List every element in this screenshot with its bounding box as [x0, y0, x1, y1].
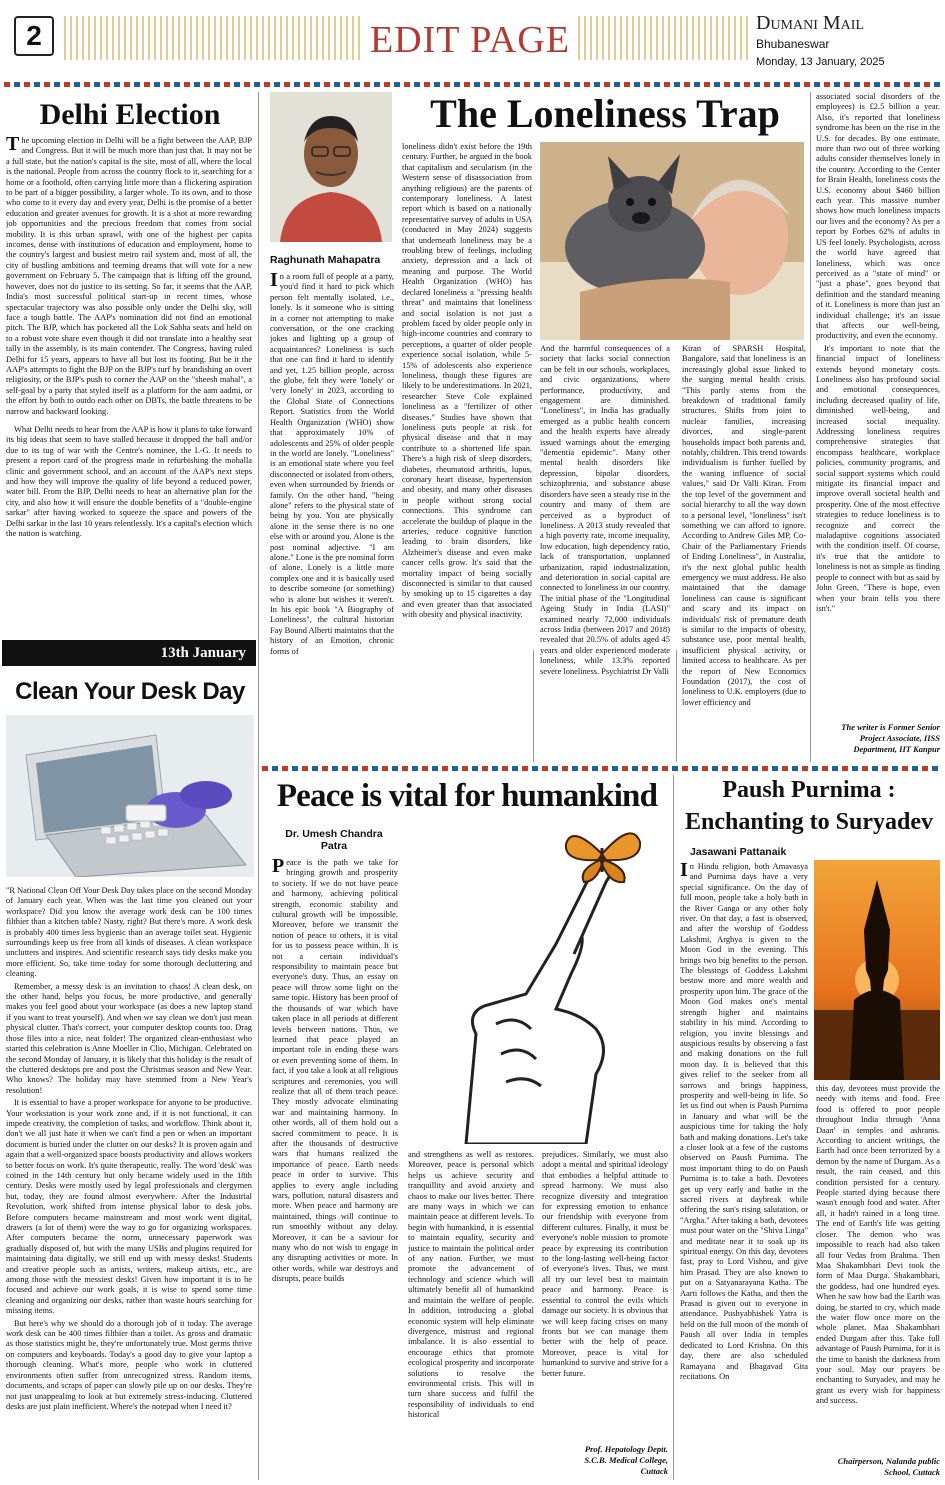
- peace-col-1: [272, 858, 398, 1478]
- masthead-rule-right: [578, 16, 748, 60]
- peace-paragraph: prejudices. Similarly, we must also adopt a mental and spiritual ideology that embodies a helpful attitude to spread harmony. We must also recognize diversity and integration for expressing emotion to enhance our friendship with everyone from different cultures. Finally, it must be everyone's noble mission to promote peace by expressing its contribution to the long-lasting well-being factor of everyone's lives. Thus, we must all try our level best to maintain peace and harmony. Peace is essential to control the evils which damage our society. It is obvious that we will keep facing crises on many fronts but we can manage them better with the help of peace. Moreover, peace is vital for humankind to survive and strive for a better future.: [542, 1150, 668, 1378]
- loneliness-paragraph: It's important to note that the financial impact of loneliness extends beyond monetary costs. Loneliness also has profound social and emotional consequences, including decreased quality of life, diminished well-being, and increased social inequality. Addressing loneliness requires comprehensive strategies that encompass healthcare, workplace policies, community programs, and social support systems which could mitigate its financial impact and improve overall societal health and prosperity. One of the most effective strategies to reduce loneliness is to recognize and correct the maladaptive cognitions associated with the condition itself. Of course, it's true that the antidote to loneliness is not as simple as finding people to connect with but as said by John Green, "There is hope, even when your brain tells you there isn't.": [816, 343, 940, 613]
- desk-photo: [6, 715, 254, 877]
- credit-line: S.C.B. Medical College,: [584, 1455, 668, 1465]
- delhi-headline: Delhi Election: [39, 98, 221, 131]
- loneliness-col-5: [816, 92, 940, 692]
- credit-line: Prof. Hepatology Deptt.: [584, 1444, 668, 1454]
- peace-headline: Peace is vital for humankind: [276, 778, 658, 814]
- loneliness-author: Raghunath Mahapatra: [270, 254, 381, 266]
- paush-headline-line: Enchanting to Suryadev: [684, 809, 934, 835]
- masthead-rule-left: [64, 16, 364, 60]
- loneliness-col-1: [270, 272, 394, 756]
- hand-butterfly-illustration: [406, 824, 670, 1144]
- paush-headline-line: Paush Purnima :: [722, 777, 896, 803]
- desk-paragraph: But here's why we should do a thorough job of it today. The average work desk can be 400 times filthier than a toilet. As gross and dramatic as those statistics might be, they're unfortunately true. Most germs thrive on computers and keyboards. Today's a good day to give your laptop a thorough cleaning. What's more, people who work in cluttered environments often suffer from unrecognized stress. Random items, documents, and scraps of paper can slowly pile up on our desks. They're not just unappealing to look at but extremely stress-inducing. Cluttered desks are just plain inefficient. Where's the notepad when I need it?: [6, 1318, 252, 1411]
- desk-headline: Clean Your Desk Day: [15, 678, 245, 705]
- loneliness-headline: The Loneliness Trap: [430, 91, 780, 136]
- section-title: EDIT PAGE: [369, 19, 571, 61]
- prayer-silhouette-photo: [814, 860, 940, 1080]
- peace-paragraph: Peace is the path we take for bringing growth and prosperity to society. If we do not have peace and harmony, achieving political strength, economic stability and cultural growth will be impossible. Moreover, before we transmit the notion of peace to others, it is vital for us to possess peace within. It is not a certain individual's responsibility to maintain peace but everyone's duty. Thus, an essay on peace will throw some light on the same topic. History has been proof of the thousands of war which have taken place in all periods at different levels between nations. Thus, we learned that peace played an important role in ending these wars or even preventing some of them. In fact, if you take a look at all religious scriptures and ceremonies, you will realize that all of them teach peace. They mostly advocate eliminating war and maintaining harmony. In other words, all of them hold out a sacred commitment to peace. It is after the thousands of destructive wars that humans realized the importance of peace. Earth needs peace in order to survive. This applies to every angle including wars, pollution, natural disasters and more. When peace and harmony are maintained, things will continue to run smoothly without any delay. Moreover, it can be a saviour for many who do not wish to engage in any disrupting activities or more. In other words, while war destroys and disrupts, peace builds: [272, 858, 398, 1284]
- peace-col-2: [408, 1150, 534, 1478]
- paper-name: Dumani Mail: [756, 12, 864, 34]
- credit-line: Chairperson, Nalanda public: [837, 1456, 940, 1466]
- page-number-box: [14, 16, 54, 56]
- loneliness-credit: [816, 722, 940, 755]
- column-rule: [533, 650, 534, 762]
- peace-credit: [542, 1444, 668, 1477]
- credit-line: Department, IIT Kanpur: [853, 744, 940, 754]
- loneliness-photo: [540, 142, 804, 340]
- credit-line: Project Associate, IISS: [859, 733, 940, 743]
- paush-credit: [816, 1456, 940, 1478]
- column-rule: [673, 775, 674, 1480]
- peace-author: [272, 828, 396, 852]
- delhi-article: [6, 136, 252, 632]
- loneliness-col-4: [682, 344, 806, 756]
- loneliness-paragraph: loneliness didn't exist before the 19th century. Further, he argued in the book that capitalism and secularism (in the Western sense of disassociation from anything religious) are the parents of contemporary loneliness. A latest report which is based on a nationally representative survey of adults in USA (conducted in May 2024) suggests that underneath loneliness may be a troubling brew of feelings, including anxiety, depression and a lack of meaning and purpose. The World Health Organization (WHO) has declared loneliness a "pressing health threat" and maintains that loneliness and social isolation is not just a problem faced by older people only in high-income countries and contrary to perceptions, a quarter of older people experience social isolation, while 5-15% of adolescents also experience loneliness, though these figures are likely to be underestimations. In 2021, researcher Steve Cole explained loneliness as a "fertilizer of other diseases." Studies have shown that loneliness puts people at risk for physical disease and that it may contribute to a shortened life span. There's a high risk of sleep disorders, diabetes, rheumatoid arthritis, lupus, coronary heart disease, hypertension and obesity, and many other diseases in people without strong social connections. This syndrome can accelerate the buildup of plaque in the arteries, reduce cognitive function leading to brain disorders, like Alzheimer's disease and even make cancer cells grow. It's said that the mortality impact of being socially disconnected is similar to that caused by smoking up to 15 cigarettes a day and even greater than that associated with obesity and physical inactivity.: [402, 142, 532, 620]
- paush-photo: [814, 860, 940, 1080]
- issue-date: Monday, 13 January, 2025: [756, 56, 885, 68]
- desk-paragraph: "R National Clean Off Your Desk Day takes place on the second Monday of January each year. When was the last time you cleaned out your workspace? Did you know the average work desk can be 100 times filthier than a kitchen table? Nasty, right? But there's more. A work desk is probably 400 times less hygienic than an average toilet seat. Hygienic surroundings keep us free from all kinds of diseases. A clean workspace unclutters and inspires. And scientific research says tidy desks make you more efficient. So, take time today for some thorough decluttering and cleaning.: [6, 886, 252, 979]
- peace-author-line: Patra: [320, 840, 348, 852]
- paush-col-2: [816, 1084, 940, 1434]
- paush-author: Jasawani Pattanaik: [690, 846, 787, 858]
- paush-paragraph: this day, devotees must provide the needy with items and food. Free food is offered to poor people throughout India through 'Anna Daan' in temples and ashrams. According to ancient writings, the Earth had once been terrorized by a demon by the name of Durgam. As a result, the rain ceased, and this condition persisted for a century. People started dying because there wasn't enough food and water. After all, it hadn't rained in a long time. The end of Earth's life was getting closer. The demon who was impossible to reach had also taken all four Vedas from Brahma. Then Maa Shakambhari Devi took the form of Maa Durga. Shakambhari, the goddess, had one hundred eyes. When he saw how bad the Earth was doing, he started to cry, which made the water flow once more on the whole planet. Maa Shakambhari ended Durgam after this. Take full advantage of Paush Purnima, for it is the time to banish the darkness from your soul. May our prayers be enchanting to Suryadev, and may he grant us every wish for happiness and success.: [816, 1084, 940, 1406]
- author-portrait: [270, 92, 392, 242]
- peace-illustration: [406, 824, 670, 1144]
- column-rule: [258, 92, 259, 1480]
- date-banner-label: 13th January: [160, 645, 246, 661]
- laptop-cleaning-illustration: [6, 715, 254, 877]
- paush-col-1: [680, 862, 808, 1478]
- author-photo: [270, 92, 392, 242]
- page-number: 2: [26, 20, 42, 51]
- paush-headline: [678, 774, 940, 838]
- city: Bhubaneswar: [756, 37, 830, 51]
- section-divider: [262, 766, 940, 771]
- man-with-dog-photo: [540, 142, 804, 340]
- date-banner: [2, 640, 256, 666]
- column-rule: [810, 92, 811, 762]
- loneliness-paragraph: Kiran of SPARSH Hospital, Bangalore, said that loneliness is an increasingly global issue linked to the surging mental health crisis. "This partly stems from the breakdown of traditional family structures. Shifts from joint to nuclear families, increasing divorces, and single-parent households impact both parents and, notably, children. This trend towards individualism is further fuelled by the waning influence of social values," said Dr Valli Kiran. From the top level of the government and social hierarchy to all the way down to a personal level, "loneliness" isn't something we can afford to ignore. According to Andrew Giles MP, Co-Chair of the Parliamentary Friends of Ending Loneliness", in Australia, it's the next global public health emergency we must address. He also maintained that the damage loneliness can cause is significant and scary and its impact on individuals' risk of premature death is similar to the impacts of obesity, substance use, poor mental health, insufficient physical activity, or limited access to healthcare. As per the report of New Economics Foundation (2017), the cost of loneliness to U.K. employers (due to lower efficiency and: [682, 344, 806, 707]
- delhi-paragraph: What Delhi needs to hear from the AAP is how it plans to take forward its big ideas that seem to have stalled because it dropped the ball and/or due to its tug of war with the Centre's nominee, the L-G. It needs to present a report card of the progress made in refurbishing the mohalla clinic and government school, and an account of the AAP's next steps and how they will improve the quality of life beyond a reduced power, water bill. From the BJP, Delhi needs to hear an alternative plan for the city, and also how it will ensure the double benefits of a "double-engine sarkar" after having worked to squeeze the space and powers of the Delhi sarkar in the last 10 years relentlessly. It's a capital's election which the nation is watching.: [6, 424, 252, 539]
- masthead-divider: [4, 82, 941, 87]
- credit-line: The writer is Former Senior: [841, 722, 940, 732]
- delhi-paragraph: The upcoming election in Delhi will be a fight between the AAP, BJP and Congress. But it will be much more than just that. It may not be a full state, but the nation's capital is the site, most of all, where the local is the national. People from across the country flock to it, searching for a home or a foothold, often carrying little more than a flickering aspiration to be part of a bigger possibility, a larger whole. To its own, and to those who come to it every day and every year, Delhi is the promise of a better education and greater avenues for growth. It is a shot at more rewarding job opportunities and the precious freedom that comes from social mobility. It is this urban sprawl, with one of the highest per capita incomes, dense with institutions of education and employment, home to the country's largest and busiest metro rail system and, most of all, the city of bustling ambitions and teeming dreams that will vote for a new government on February 5. The campaign that is lifting off the ground, however, does not do justice to its setting. So far, it seems that the AAP, India's most successful political start-up in recent times, whose spectacular trajectory was also possible only under the Delhi sky, will face a tough battle. The AAP's nomination did not find an emotional pitch. The BJP, which has pocketed all the Lok Sabha seats and held on to a robust vote share even though it did not translate into a healthy seat tally in the assembly, is its main contender. The Congress, having ruled Delhi for 15 years, appears to have all but lost its footing. But be it the AAP's attempts to fight the BJP on the BJP's turf by brandishing an overt religiosity, or the BJP's push to corner the AAP on the "sheesh mahal", a self-goal by a party that styled itself as a platform for the aam aadmi, or the effort by both to outdo each other on DBTs, the battle threatens to be narrow and backward looking.: [6, 136, 252, 416]
- desk-paragraph: Remember, a messy desk is an invitation to chaos! A clean desk, on the other hand, helps you focus, be more productive, and generally makes you feel good about your workspace (as does a new laptop stand if you want to treat yourself). And when we say clean we don't just mean physical clutter. That's correct, your computer desktop counts too. Drag those files into a nice, neat folder! The organized clean-enthusiast who started this celebration is Anne Moeller in Clio, Michigan. Celebrated on the second Monday of January, it is likely that this holiday is the result of the cluttered desktops pre and post the Christmas season and New Year. Who knows? The holiday may have stemmed from a New Year's resolution!: [6, 981, 252, 1095]
- loneliness-col-3: [540, 344, 670, 756]
- paush-paragraph: In Hindu religion, both Amavasya and Purnima days have a very special significance. On the day of full moon, people take a holy bath in the River Ganga or any other holy river. On that day, a fast is observed, and after the worship of Goddess Lakshmi, Arghya is given to the Moon God in the evening. This brings two big benefits to the person. The blessings of Goddess Lakshmi bestow more and more wealth and prosperity upon him. The grace of the Moon God makes one's mental strength higher and maintains stability in his mind. According to religion, you invite blessings and auspicious results by observing a fast and making donations on the full moon day. It is believed that this gives relief to the seeker from all sorrows and brings happiness, prosperity and well-being in life. So let us find out when is Paush Purnima in January and what will be the auspicious time for taking the holy bath and making donations. Let's take a closer look at a few of the customs observed on Paush Purnima. The most important thing to do on Paush Purnima is to take a bath. Devotees get up very early and bathe in the sacred rivers at daybreak while offering the sun's rising salutation, or "Argha." After taking a bath, devotees must pour water on the "Shiva Linga" and meditate near it to soak up its spiritual energy. On this day, devotees fast, pray to Lord Vishnu, and give him Prasad. They are also known to put on a Satyanarayana Katha. The Aarti follows the Katha, and then the Prasad is given out to everyone in attendance. Pushyabhishek Yatra is held on the full moon of the month of Paush all over India in temples dedicated to Lord Krishna. On this day, there are also scheduled Ramayana and Bhagavad Gita recitations. On: [680, 862, 808, 1381]
- peace-paragraph: and strengthens as well as restores. Moreover, peace is personal which helps us achieve security and tranquillity and avoid anxiety and chaos to make our lives better. There are many ways in which we can maintain peace at different levels. To begin with humankind, it is essential to maintain equality, security and justice to maintain the political order of any nation. Further, we must promote the advancement of technology and science which will ultimately benefit all of humankind and maintain the welfare of people. In addition, introducing a global economic system will help eliminate divergence, mistrust and regional imbalance. It is also essential to encourage ethics that promote ecological prosperity and incorporate solutions to resolve the environmental crisis. This will in turn share success and fulfil the responsibility of individuals to end historical: [408, 1150, 534, 1420]
- loneliness-col-2: [402, 142, 532, 756]
- peace-author-line: Dr. Umesh Chandra: [285, 828, 383, 840]
- credit-line: School, Cuttack: [884, 1467, 940, 1477]
- column-rule: [676, 650, 677, 762]
- loneliness-paragraph: And the harmful consequences of a society that lacks social connection can be felt in our schools, workplaces, and civic organizations, where performance, productivity, and engagement are diminished. "Loneliness", in India has gradually emerged as a public health concern and the health experts have already issued warnings about the emerging "dementia epidemic". Many other mental health disorders like depression, bipolar disorders, schizophrenia, and substance abuse disorders have seen a steady rise in the country and many of them are perceived as a byproduct of loneliness. A 2013 study revealed that a high poverty rate, income inequality, low education, high dependency ratio, lack of transportation, unplanned urbanization, rapid industrialization, and deterioration in social capital are connected to loneliness in our country. The initial phase of the "Longitudinal Ageing Study in India (LASI)" examined nearly 72,000 individuals across India (between 2017 and 2018) revealed that 20.5% of adults aged 45 years and older experienced moderate loneliness, while 13.3% reported severe loneliness. Psychiatrist Dr Valli: [540, 344, 670, 676]
- loneliness-paragraph: associated social disorders of the employees) is £2.5 billion a year. Also, it's reported that loneliness syndrome has been on the rise in the U.S. for decades. By one estimate, more than two out of three working adults consider themselves lonely in the country. According to the Center for Brain Health, loneliness costs the U.S. economy about $460 billion each year. This massive number shows how much loneliness impacts our lives and the economy? As per a report by Forbes 62% of adults in US feel lonely. Psychologists, across the world have agreed that loneliness, which was once perceived as a "state of mind" or "just a phase", goes beyond that definition and the standard meaning of it. Loneliness is more than just an individual challenge; it's an issue that affects our well-being, productivity, and even the economy.: [816, 92, 940, 341]
- peace-col-3: [542, 1150, 668, 1428]
- credit-line: Cuttack: [640, 1466, 668, 1476]
- desk-article: [6, 886, 252, 1478]
- desk-paragraph: It is essential to have a proper workspace for anyone to be productive. Your workstation is your work zone and, if it is not functional, it can impede creativity, the completion of tasks, and workflow. Think about it, don't we all just hate it when we can't find a pen or when an important document is buried under the clutter on our desks? It is proven again and again that a well-organized space boosts productivity and allows workers to better focus on work. It's quite therapeutic, really. The word 'desk' was coined in the 14th century but only became widely used in the 18th century. Desks were mostly used by legal professionals and clergymen but, today, they are found almost everywhere. After the Industrial Revolution, work shifted from intense physical labor to desk jobs. Before computers became mainstream and most work went digital, drawers (a lot of them) were the way to go for organizing workspaces. After computers became the norm, unnecessary paperwork was gradually disposed of, but with the many USBs and plugins required for maintaining data digitally, we still end up with messy desks! Students and creative people such as artists, writers, makeup artists, etc., are among those with the messiest desks! Given how important it is to be focused and achieve our work goals, it is wise to spend some time cleaning and organizing our desks, rather than waste hours searching for missing items.: [6, 1098, 252, 1316]
- loneliness-paragraph: In a room full of people at a party, you'd find it hard to pick which person felt mentally isolated, i.e., lonely. Is it someone who is sitting in a corner not attempting to make conversation, or the one cracking jokes and lighting up a group of acquaintances? Loneliness is such that one can find it hard to identify and yet, 1.25 billion people, across the globe, felt they were 'lonely' or 'very lonely' in 2023, according to the Global State of Connections Report. Statistics from the World Health Organization (WHO) show that approximately 10% of adolescents and 25% of older people in the world are lonely. "Loneliness" is an emotional state where you feel disconnected or isolated from others, even when surrounded by friends or family. On the other hand, "being alone" refers to the physical state of being by you. You are physically alone in the sense there is no one else with or around you. Alone is the post nominal adjective. "I am alone." Lone is the pre nominal form of alone. Lonely is a little more complex one and it is basically used to describe someone (or something) who is alone but wishes it weren't. In his epic book "A Biography of Loneliness", the cultural historian Fay Bound Alberti maintains that the history of an Emotion, chronic forms of: [270, 272, 394, 656]
